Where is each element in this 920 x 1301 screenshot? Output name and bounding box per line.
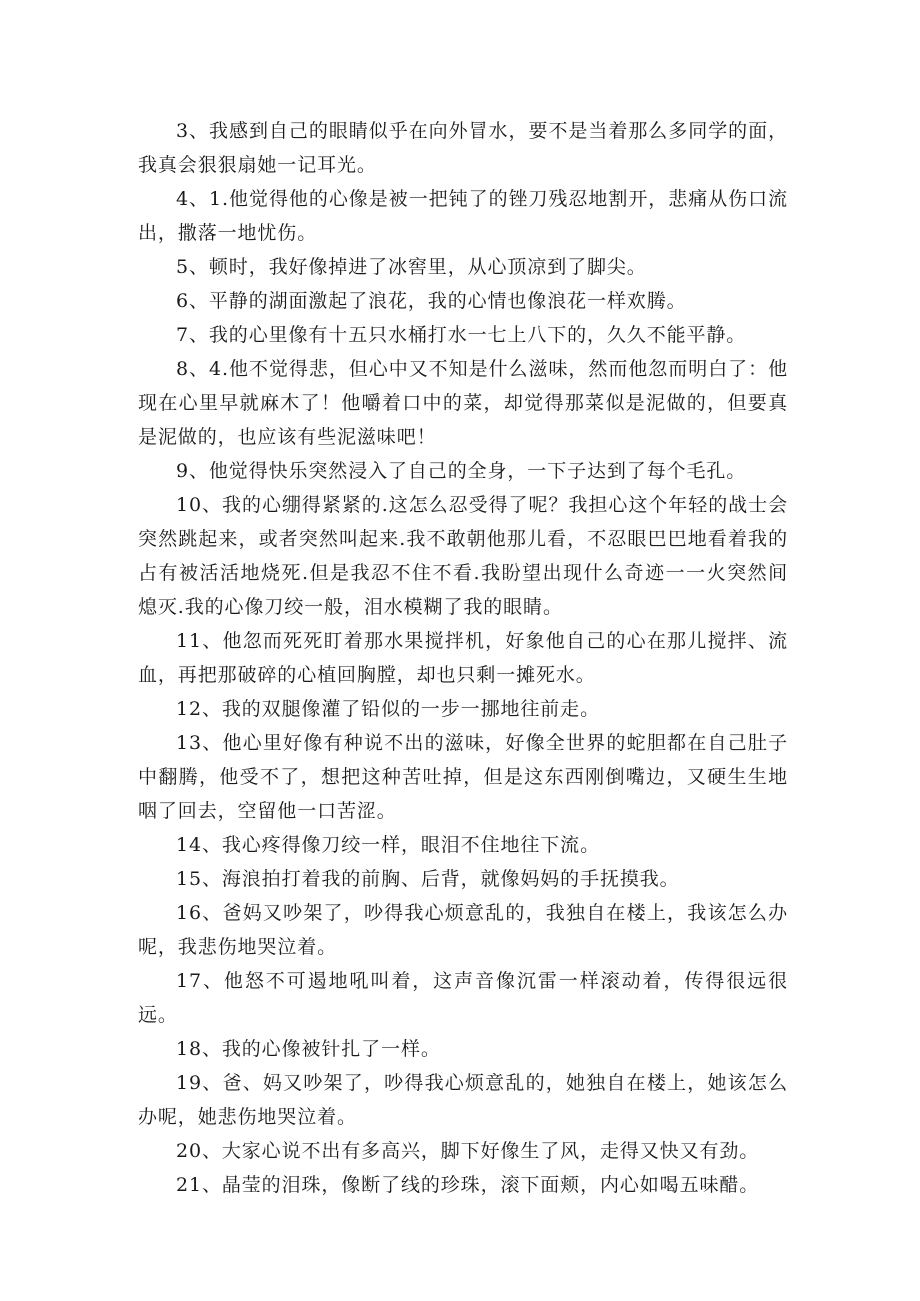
document-body bbox=[138, 114, 788, 1202]
paragraph-4: 4、1.他觉得他的心像是被一把钝了的锉刀残忍地割开，悲痛从伤口流出，撒落一地忧伤。 bbox=[138, 188, 788, 244]
paragraph-11: 11、他忽而死死盯着那水果搅拌机，好象他自己的心在那儿搅拌、流血，再把那破碎的心植回胸膛，却也只剩一摊死水。 bbox=[138, 630, 788, 686]
paragraph-16: 16、爸妈又吵架了，吵得我心烦意乱的，我独自在楼上，我该怎么办呢，我悲伤地哭泣着。 bbox=[138, 902, 788, 958]
paragraph-3: 3、我感到自己的眼睛似乎在向外冒水，要不是当着那么多同学的面，我真会狠狠扇她一记耳光。 bbox=[138, 120, 788, 176]
paragraph-15: 15、海浪拍打着我的前胸、后背，就像妈妈的手抚摸我。 bbox=[176, 868, 680, 890]
paragraph-18: 18、我的心像被针扎了一样。 bbox=[176, 1038, 441, 1060]
paragraph-20: 20、大家心说不出有多高兴，脚下好像生了风，走得又快又有劲。 bbox=[176, 1140, 760, 1162]
paragraph-21: 21、晶莹的泪珠，像断了线的珍珠，滚下面颊，内心如喝五味醋。 bbox=[176, 1174, 760, 1196]
paragraph-5: 5、顿时，我好像掉进了冰窖里，从心顶凉到了脚尖。 bbox=[176, 256, 647, 278]
paragraph-13: 13、他心里好像有种说不出的滋味，好像全世界的蛇胆都在自己肚子中翻腾，他受不了，想把这种苦吐掉，但是这东西刚倒嘴边，又硬生生地咽了回去，空留他一口苦涩。 bbox=[138, 732, 788, 822]
paragraph-10: 10、我的心绷得紧紧的.这怎么忍受得了呢？我担心这个年轻的战士会突然跳起来，或者突然叫起来.我不敢朝他那儿看，不忍眼巴巴地看着我的占有被活活地烧死.但是我忍不住不看.我盼望出现什么奇迹一一火突然间熄灭.我的心像刀绞一般，泪水模糊了我的眼睛。 bbox=[138, 494, 788, 618]
paragraph-6: 6、平静的湖面激起了浪花，我的心情也像浪花一样欢腾。 bbox=[176, 290, 687, 312]
paragraph-7: 7、我的心里像有十五只水桶打水一七上八下的，久久不能平静。 bbox=[176, 324, 747, 346]
paragraph-12: 12、我的双腿像灌了铅似的一步一挪地往前走。 bbox=[176, 698, 600, 720]
paragraph-8: 8、4.他不觉得悲，但心中又不知是什么滋味，然而他忽而明白了：他现在心里早就麻木了！他嚼着口中的菜，却觉得那菜似是泥做的，但要真是泥做的，也应该有些泥滋味吧！ bbox=[138, 358, 788, 448]
paragraph-17: 17、他怒不可遏地吼叫着，这声音像沉雷一样滚动着，传得很远很远。 bbox=[138, 970, 788, 1026]
paragraph-14: 14、我心疼得像刀绞一样，眼泪不住地往下流。 bbox=[176, 834, 600, 856]
paragraph-9: 9、他觉得快乐突然浸入了自己的全身，一下子达到了每个毛孔。 bbox=[176, 460, 747, 482]
paragraph-19: 19、爸、妈又吵架了，吵得我心烦意乱的，她独自在楼上，她该怎么办呢，她悲伤地哭泣着。 bbox=[138, 1072, 788, 1128]
